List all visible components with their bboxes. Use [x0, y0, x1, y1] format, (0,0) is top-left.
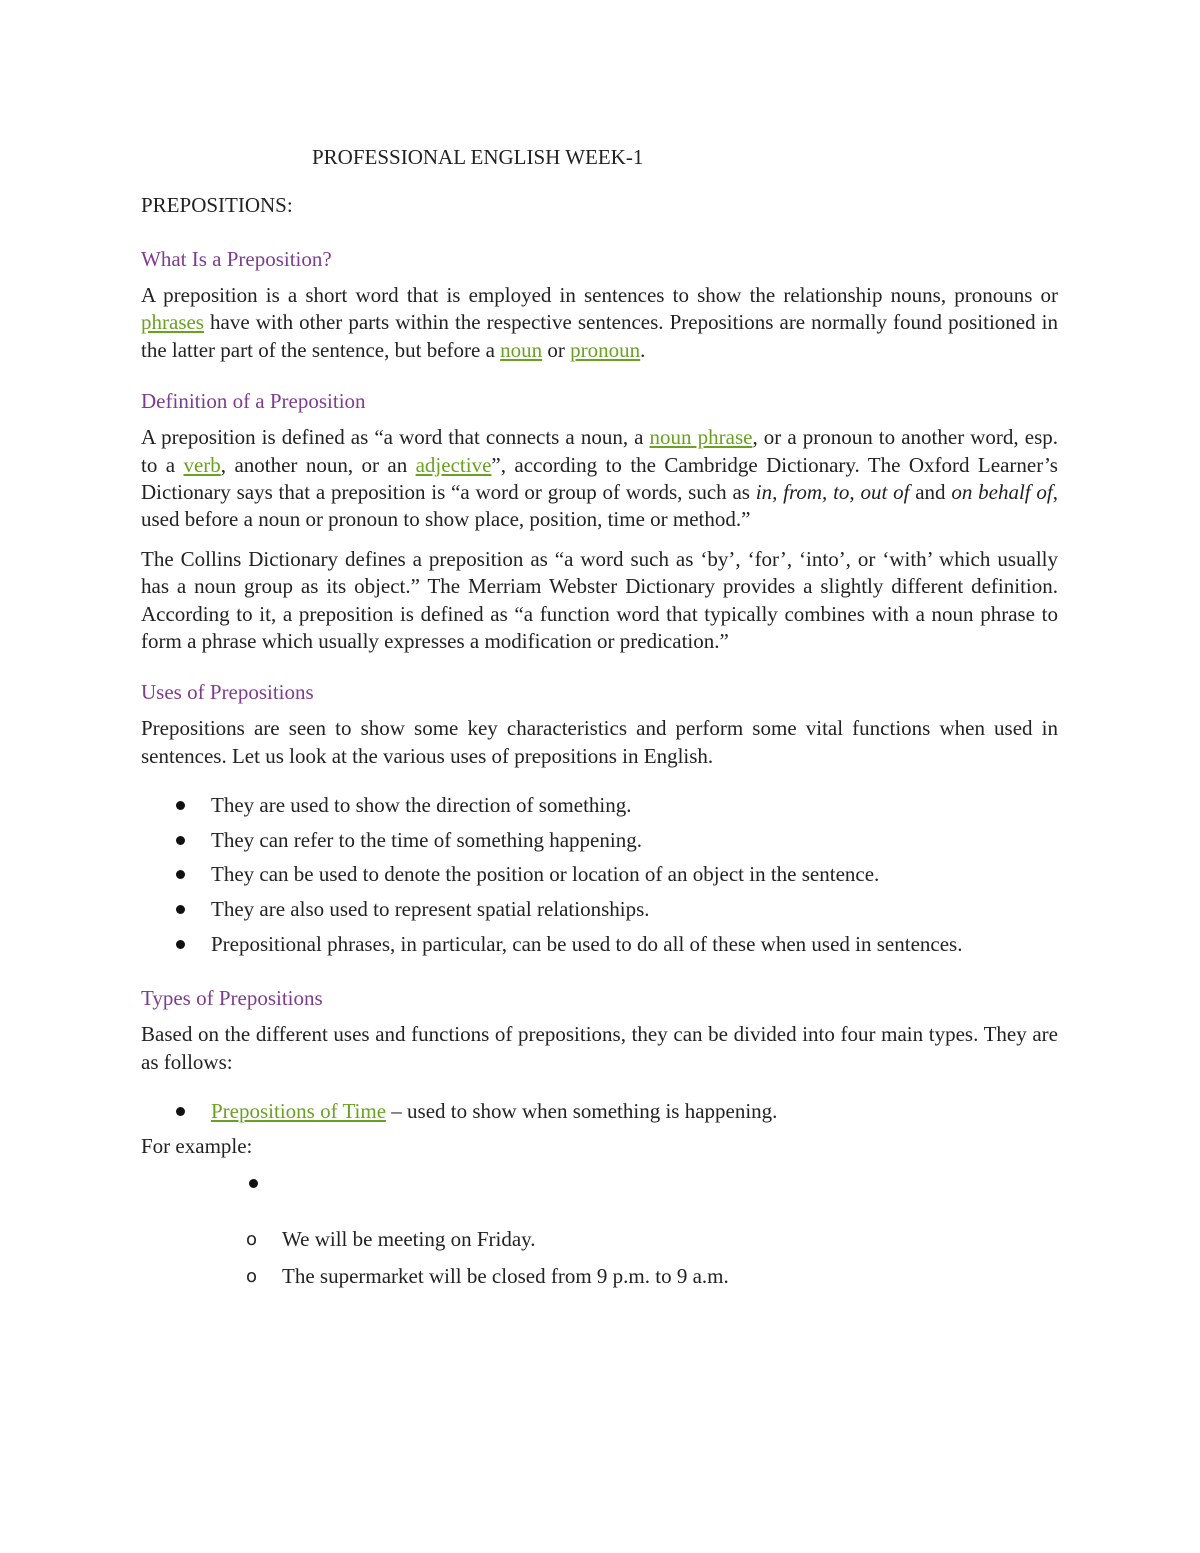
circle-bullet-icon: o	[246, 1228, 258, 1250]
text-run: .	[640, 337, 646, 362]
link-verb[interactable]: verb	[183, 452, 221, 477]
text-run: , used before a noun or pronoun to show place, position, time or method.”	[141, 480, 1059, 532]
text-run: have with other parts within the respective sentences. Prepositions are normally found positioned in the latter part of the sentence, but before a	[141, 310, 1058, 362]
link-noun-phrase[interactable]: noun phrase	[649, 425, 753, 450]
uses-intro: Prepositions are seen to show some key characteristics and perform some vital functions when used in sentences. Let us look at the various uses of prepositions in English.	[141, 716, 1058, 768]
text-run: or	[542, 337, 571, 362]
text-run: , or a pronoun to another word, esp. to a	[141, 425, 1058, 477]
example-label: For example:	[141, 1133, 253, 1158]
link-noun[interactable]: noun	[500, 337, 543, 362]
heading-types: Types of Prepositions	[141, 986, 323, 1011]
example-text: We will be meeting on Friday.	[282, 1226, 536, 1251]
list-item: They can refer to the time of something happening.	[141, 823, 1058, 858]
text-run: A preposition is a short word that is employed in sentences to show the relationship nouns, pronouns or	[141, 283, 1058, 307]
heading-what-is-preposition: What Is a Preposition?	[141, 247, 332, 271]
document-title: PROFESSIONAL ENGLISH WEEK-1	[312, 145, 644, 169]
list-item: They are also used to represent spatial relationships.	[141, 892, 1058, 927]
list-item: They are used to show the direction of something.	[141, 788, 1058, 823]
examples-list	[141, 1221, 1058, 1295]
list-item: They can be used to denote the position or location of an object in the sentence.	[141, 857, 1058, 892]
text-run: ”, according to the Cambridge Dictionary. The Oxford Learner’s Dictionary says that a preposition is “a word or group of words, such as	[141, 452, 1058, 505]
empty-list-item	[141, 1163, 1058, 1211]
text-run: , another noun, or an	[220, 452, 416, 477]
definition-paragraph-1	[141, 424, 1058, 534]
text-run: A preposition is defined as “a word that connects a noun, a	[141, 425, 650, 450]
circle-bullet-icon: o	[246, 1265, 258, 1287]
link-prepositions-of-time[interactable]: Prepositions of Time	[211, 1099, 387, 1124]
text-run: and	[909, 480, 952, 505]
heading-uses: Uses of Prepositions	[141, 680, 314, 705]
document-body	[141, 140, 1058, 1295]
text-run: – used to show when something is happening.	[386, 1099, 778, 1124]
emphasis-run: in, from, to, out of	[755, 480, 910, 505]
list-item: Prepositional phrases, in particular, can be used to do all of these when used in sentences.	[141, 927, 1058, 962]
types-list	[141, 1094, 1058, 1129]
emphasis-run: on behalf of	[951, 480, 1053, 505]
definition-paragraph-2: The Collins Dictionary defines a preposition as “a word such as ‘by’, ‘for’, ‘into’, or ‘with’ which usually has a noun group as its object.” The Merriam Webster Dictionary provides a slightly different definition. According to it, a preposition is defined as “a function word that typically combines with a noun phrase to form a phrase which usually expresses a modification or predication.”	[141, 546, 1058, 654]
section-label: PREPOSITIONS:	[141, 193, 293, 217]
list-item	[141, 1094, 1058, 1129]
bullet-icon	[249, 1179, 258, 1188]
example-text: The supermarket will be closed from 9 p.m. to 9 a.m.	[282, 1263, 729, 1288]
uses-list	[141, 788, 1058, 961]
link-pronoun[interactable]: pronoun	[570, 337, 641, 362]
link-adjective[interactable]: adjective	[415, 452, 492, 477]
heading-definition: Definition of a Preposition	[141, 389, 366, 414]
list-item	[141, 1221, 1058, 1258]
what-paragraph	[141, 282, 1058, 364]
link-phrases[interactable]: phrases	[141, 310, 204, 335]
list-item	[141, 1258, 1058, 1295]
types-intro: Based on the different uses and functions of prepositions, they can be divided into four main types. They are as follows:	[141, 1022, 1058, 1074]
